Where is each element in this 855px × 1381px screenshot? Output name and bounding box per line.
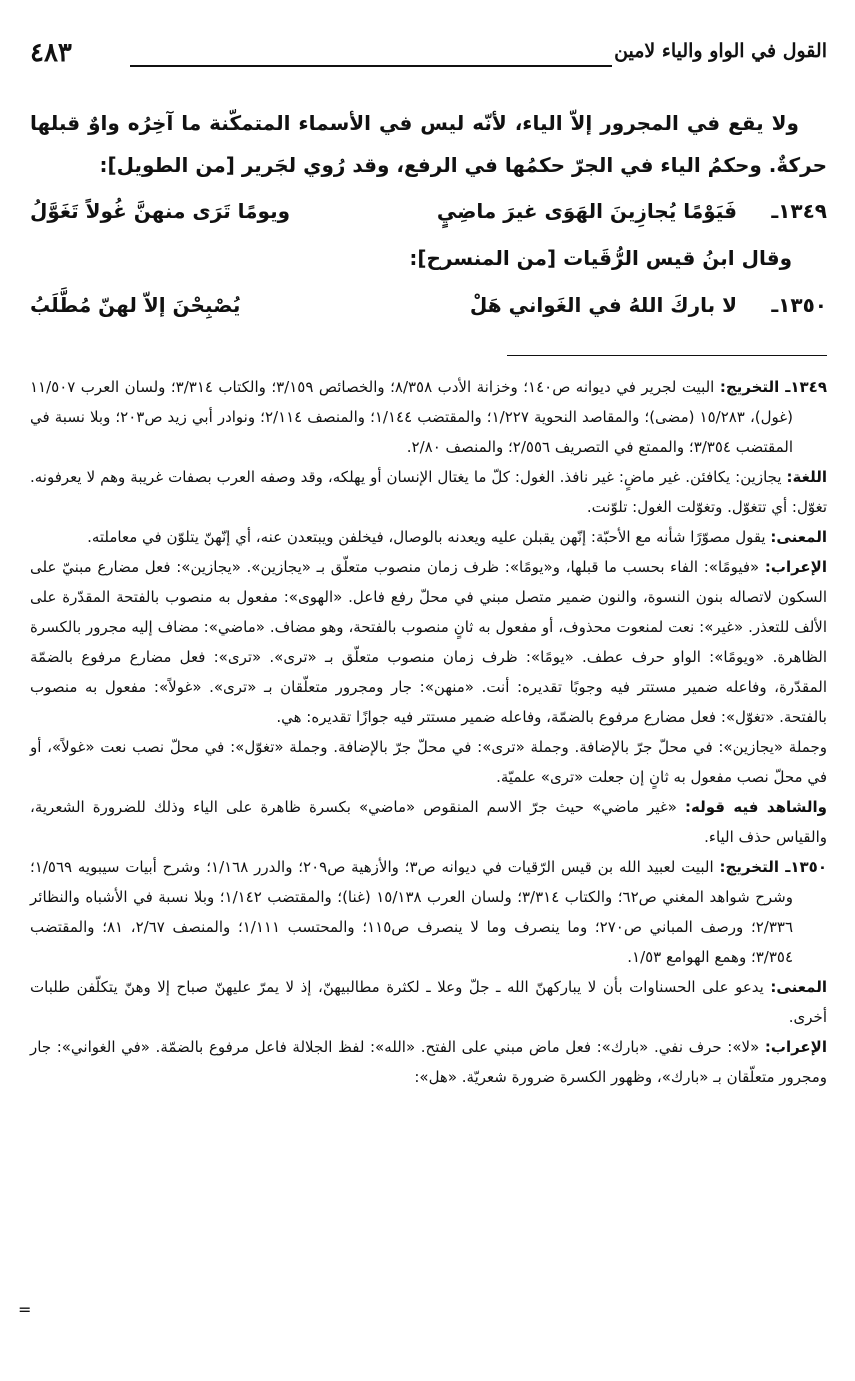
footnote-1349-takhrij <box>30 372 827 462</box>
intro-paragraph: ولا يقع في المجرور إلاّ الياء، لأنّه ليس في الأسماء المتمكّنة ما آخِرُه واوٌ قبلها حركةٌ. وحكمُ الياء في الجرّ حكمُها في الرفع، وقد رُوي لجَرير [من الطويل]: <box>30 111 827 177</box>
footnote-text: يدعو على الحسناوات بأن لا يباركهنّ الله ـ جلّ وعلا ـ لكثرة مطالبيهنّ، إذ لا يمرّ عليهنّ صباح إلا وهنّ يتكلّفن طلبات أخرى. <box>30 978 827 1026</box>
footnote-text: «لا»: حرف نفي. «بارك»: فعل ماض مبني على الفتح. «الله»: لفظ الجلالة فاعل مرفوع بالضمّة. «في الغواني»: جار ومجرور متعلّقان بـ «بارك»، وظهور الكسرة ضرورة شعريّة. «هل»: <box>30 1038 827 1086</box>
footnote-text: «فيومًا»: الفاء بحسب ما قبلها، و«يومًا»: ظرف زمان منصوب متعلّق بـ «يجازين». «يجازين»: فعل مضارع مبنيّ على السكون لاتصاله بنون النسوة، والنون ضمير متصل مبني في محلّ رفع فاعل. «الهوى»: مفعول به منصوب بالفتحة المقدّرة على الألف للتعذر. «غير»: نعت لمنعوت محذوف، أو مفعول به ثانٍ منصوب بالفتحة، وهو مضاف. «ماضي»: مضاف إليه مجرور بالكسرة الظاهرة. «ويومًا»: الواو حرف عطف. «يومًا»: ظرف زمان منصوب متعلّق بـ «ترى». «ترى»: فعل مضارع مرفوع بالضمّة المقدّرة، وفاعله ضمير مستتر فيه وجوبًا تقديره: أنت. «منهن»: جار ومجرور متعلّقان بـ «ترى». «غولاً»: مفعول به منصوب بالفتحة. «تغوّل»: فعل مضارع مرفوع بالضمّة، وفاعله ضمير مستتر فيه جوازًا تقديره: هي. <box>30 558 827 726</box>
verse-first-hemistich: لا باركَ اللهُ في الغَواني هَلْ <box>469 293 737 317</box>
verse-second-hemistich: ويومًا تَرَى منهنَّ غُولاً تَغَوَّلُ <box>30 199 291 223</box>
page-header <box>30 40 827 80</box>
footnote-shahid <box>30 792 827 852</box>
footnote-label: والشاهد فيه قوله: <box>684 798 827 816</box>
verse-intro: وقال ابنُ قيس الرُّقَيات [من المنسرح]: <box>409 246 792 270</box>
verse-number: ١٣٥٠ـ <box>771 293 827 317</box>
footnote-label: اللغة: <box>786 468 827 486</box>
footnote-text: البيت لعبيد الله بن قيس الرّقيات في ديوانه ص٣؛ والأزهية ص٢٠٩؛ والدرر ١/١٦٨؛ وشرح أبيات سيبويه ١/٥٦٩؛ وشرح شواهد المغني ص٦٢؛ والكتاب ٣/٣١٤؛ ولسان العرب ١٥/١٣٨ (غنا)؛ والمقتضب ١/١٤٢؛ وبلا نسبة في الأشباه والنظائر ٢/٣٣٦؛ ورصف المباني ص٢٧٠؛ وما ينصرف وما لا ينصرف ص١١٥؛ والمحتسب ١/١١١؛ والمنصف ٢/٦٧، ٨١؛ والمقتضب ٣/٣٥٤؛ وهمع الهوامع ١/٥٣. <box>30 858 793 966</box>
footnote-label: الإعراب: <box>764 558 827 576</box>
footnote-maana-1 <box>30 522 827 552</box>
footnotes <box>30 372 827 1092</box>
footnote-maana-2 <box>30 972 827 1032</box>
footnote-1350-takhrij <box>30 852 827 972</box>
footnote-label: المعنى: <box>770 528 827 546</box>
running-title: القول في الواو والياء لامين <box>614 40 827 62</box>
footnote-separator <box>507 355 827 356</box>
footnote-label: الإعراب: <box>764 1038 827 1056</box>
footnote-label: ١٣٥٠ـ التخريج: <box>719 858 827 876</box>
page-number: ٤٨٣ <box>30 38 72 68</box>
verse-first-hemistich: فَيَوْمًا يُجازِينَ الهَوَى غيرَ ماضِيٍ <box>436 199 737 223</box>
footnote-label: المعنى: <box>770 978 827 996</box>
continuation-mark: = <box>18 1300 32 1319</box>
header-rule <box>130 65 612 67</box>
footnote-text: يقول مصوّرًا شأنه مع الأحبّة: إنّهن يقبلن عليه ويعدنه بالوصال، فيخلفن ويبتعدن عنه، أي إنّهنّ يتلوّن في معاملته. <box>87 528 766 546</box>
verse-1350 <box>30 280 827 330</box>
footnote-text: البيت لجرير في ديوانه ص١٤٠؛ وخزانة الأدب ٨/٣٥٨؛ والخصائص ٣/١٥٩؛ والكتاب ٣/٣١٤؛ ولسان العرب ١١/٥٠٧ (غول)، ١٥/٢٨٣ (مضى)؛ والمقاصد النحوية ١/٢٢٧؛ والمقتضب ١/١٤٤؛ والمنصف ٢/١١٤؛ ونوادر أبي زيد ص٢٠٣؛ وبلا نسبة في المقتضب ٣/٣٥٤؛ والممتع في التصريف ٢/٥٥٦؛ والمنصف ٢/٨٠. <box>30 378 793 456</box>
footnote-text: «غير ماضي» حيث جرّ الاسم المنقوص «ماضي» بكسرة ظاهرة على الياء وذلك للضرورة الشعرية، والقياس حذف الياء. <box>30 798 827 846</box>
footnote-text: يجازين: يكافئن. غير ماضٍ: غير نافذ. الغول: كلّ ما يغتال الإنسان أو يهلكه، وقد وصفه العرب بصفات غريبة وهم لا يعرفونه. تغوّل: أي تتغوّل. وتغوّلت الغول: تلوّنت. <box>30 468 827 516</box>
footnote-irab-1 <box>30 552 827 732</box>
verse-second-hemistich: يُصْبِحْنَ إلاّ لهنّ مُطَّلَبُ <box>30 293 241 317</box>
verse-number: ١٣٤٩ـ <box>771 199 827 223</box>
verse-1349 <box>30 186 827 236</box>
footnote-irab-2 <box>30 1032 827 1092</box>
footnote-jumla: وجملة «يجازين»: في محلّ جرّ بالإضافة. وجملة «ترى»: في محلّ جرّ بالإضافة. وجملة «تغوّل»: في محلّ نصب نعت «غولاً»، أو في محلّ نصب مفعول به ثانٍ إن جعلت «ترى» علميّة. <box>30 738 827 786</box>
footnote-lugha <box>30 462 827 522</box>
main-text <box>30 102 827 330</box>
footnote-label: ١٣٤٩ـ التخريج: <box>719 378 827 396</box>
